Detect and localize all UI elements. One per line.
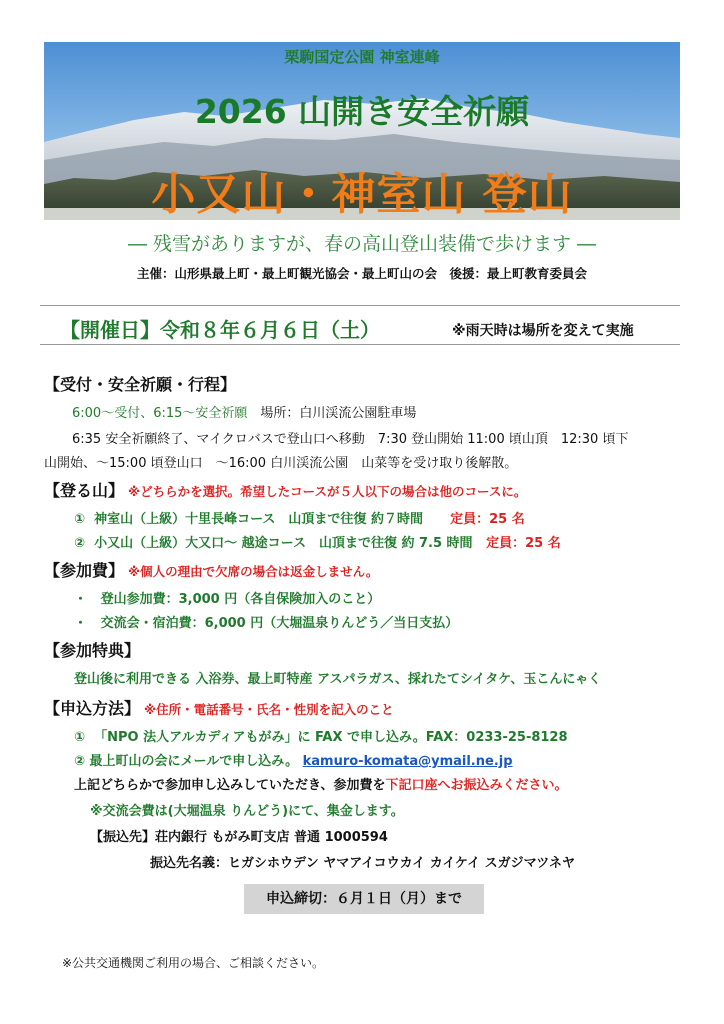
- course-capacity: 定員：25 名: [450, 512, 525, 527]
- mountains-note: ※どちらかを選択。希望したコースが５人以下の場合は他のコースに。: [128, 484, 527, 499]
- schedule-heading-text: 【受付・安全祈願・行程】: [44, 375, 237, 394]
- fee-text: 登山参加費：3,000 円（各自保険加入のこと）: [100, 592, 381, 607]
- course-number: ①: [74, 512, 86, 527]
- bullet: ・: [74, 616, 88, 631]
- apply-fax: [74, 726, 568, 745]
- apply-number: ②: [74, 754, 86, 769]
- mountains-heading-text: 【登る山】: [44, 481, 125, 500]
- apply-heading-text: 【申込方法】: [44, 699, 141, 718]
- bullet: ・: [74, 592, 88, 607]
- schedule-line-3: 山開始、～15:00 頃登山口 ～16:00 白川渓流公園 山菜等を受け取り後解散。: [44, 456, 518, 471]
- fee-text: 交流会・宿泊費：6,000 円（大堀温泉りんどう／当日支払）: [100, 616, 459, 631]
- payment-text: 上記どちらかで参加申し込みしていただき、参加費を: [74, 778, 386, 793]
- divider-bottom: [40, 344, 680, 345]
- deadline-box: 申込締切：６月１日（月）まで: [244, 884, 484, 914]
- benefits-heading: [44, 638, 140, 661]
- reception-place: 場所：白川渓流公園駐車場: [247, 406, 417, 421]
- apply-note: ※住所・電話番号・氏名・性別を記入のこと: [144, 702, 394, 717]
- bank-info: 【振込先】荘内銀行 もがみ町支店 普通 1000594: [90, 830, 388, 845]
- apply-heading: [44, 696, 394, 719]
- fee-item: [74, 588, 380, 607]
- benefits-heading-text: 【参加特典】: [44, 641, 141, 660]
- event-date: 【開催日】令和８年６月６日（土）: [60, 318, 380, 342]
- benefits-text: 登山後に利用できる 入浴券、最上町特産 アスパラガス、採れたてシイタケ、玉こんにゃく: [74, 672, 602, 687]
- course-number: ②: [74, 536, 86, 551]
- reception-time: 6:00～受付、6:15～安全祈願: [72, 406, 248, 421]
- divider-top: [40, 305, 680, 306]
- header-banner: [44, 42, 680, 220]
- fees-note: ※個人の理由で欠席の場合は返金しません。: [128, 564, 379, 579]
- apply-email: [74, 750, 513, 769]
- social-fee-note: ※交流会費は(大堀温泉 りんどう)にて、集金します。: [90, 804, 404, 819]
- apply-email-text: 最上町山の会にメールで申し込み。: [89, 754, 299, 769]
- account-name: 振込先名義：ヒガシホウデン ヤマアイコウカイ カイケイ スガジマツネヤ: [150, 856, 576, 871]
- transport-note: ※公共交通機関ご利用の場合、ご相談ください。: [62, 956, 325, 970]
- fee-item: [74, 612, 458, 631]
- tagline: ― 残雪がありますが、春の高山登山装備で歩けます ―: [127, 233, 597, 255]
- organizers: 主催：山形県最上町・最上町観光協会・最上町山の会 後援：最上町教育委員会: [136, 266, 587, 281]
- course-text: 神室山（上級）十里長峰コース 山頂まで往復 約７時間: [94, 512, 423, 527]
- payment-instruction: [74, 774, 568, 793]
- schedule-line-1: [72, 402, 416, 421]
- fees-heading: [44, 558, 378, 581]
- banner-subtitle: 栗駒国定公園 神室連峰: [284, 48, 440, 66]
- banner-title: 2026 山開き安全祈願: [194, 92, 530, 131]
- payment-text-red: 下記口座へお振込みください。: [385, 778, 568, 793]
- fees-heading-text: 【参加費】: [44, 561, 125, 580]
- course-text: 小又山（上級）大又口～ 越途コース 山頂まで往復 約 7.5 時間: [94, 536, 473, 551]
- email-link[interactable]: kamuro-komata@ymail.ne.jp: [302, 754, 513, 769]
- course-item: [74, 532, 561, 551]
- event-title: 小又山・神室山 登山: [151, 169, 573, 220]
- schedule-line-2: 6:35 安全祈願終了、マイクロバスで登山口へ移動 7:30 登山開始 11:00 頃山頂 12:30 頃下: [72, 432, 629, 447]
- schedule-heading: [44, 372, 236, 395]
- apply-fax-text: 「NPO 法人アルカディアもがみ」に FAX で申し込み。FAX：0233-25-8128: [94, 730, 568, 745]
- rain-note: ※雨天時は場所を変えて実施: [452, 323, 634, 339]
- mountains-heading: [44, 478, 526, 501]
- course-capacity: 定員：25 名: [486, 536, 561, 551]
- course-item: [74, 508, 525, 527]
- apply-number: ①: [74, 730, 86, 745]
